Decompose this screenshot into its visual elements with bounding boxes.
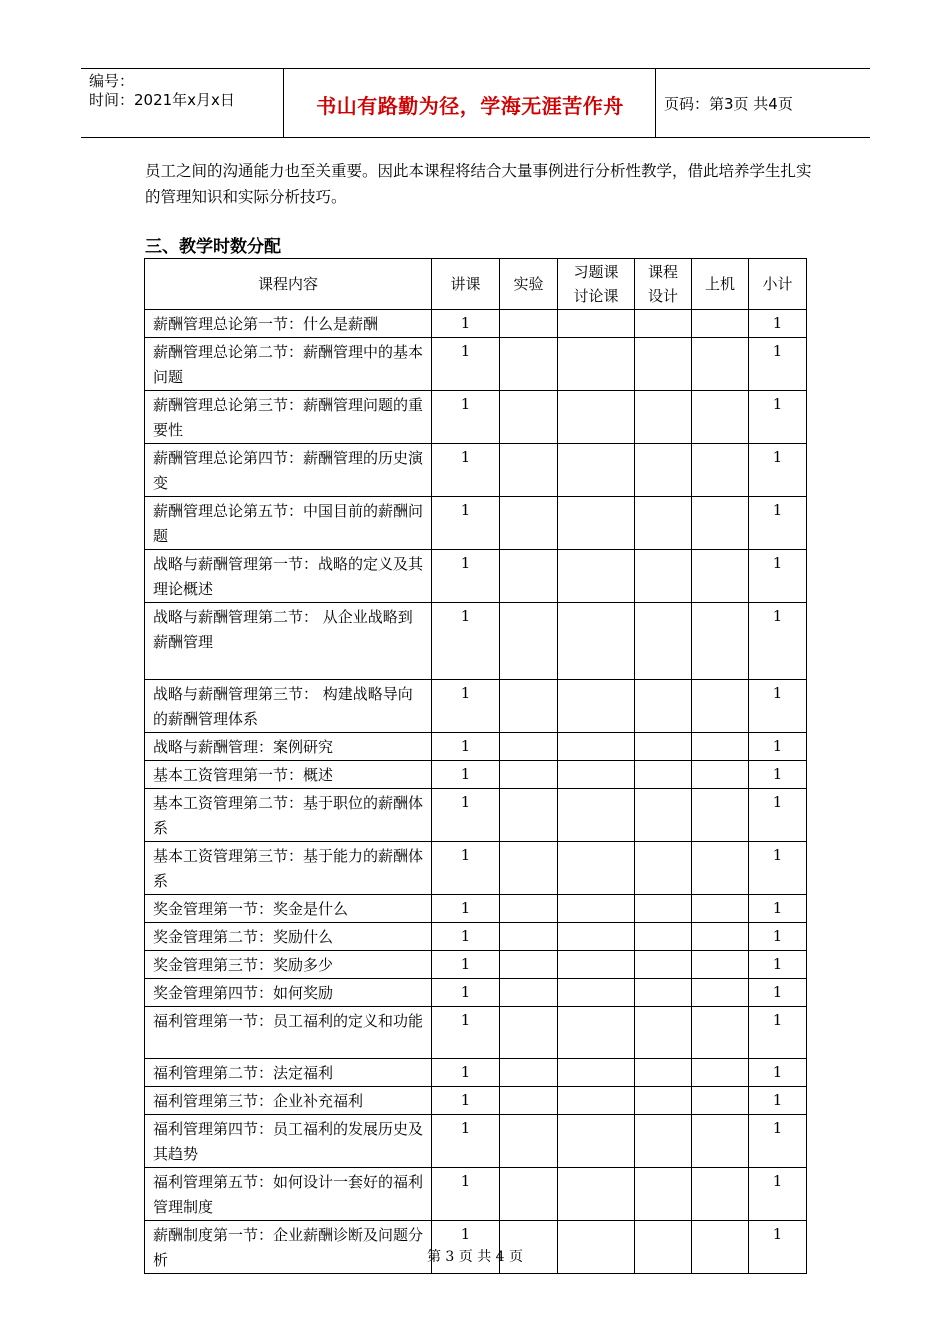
- table-row: [145, 338, 807, 391]
- subtotal-cell: 1: [749, 895, 807, 923]
- exercise-cell: [558, 733, 635, 761]
- lecture-cell: 1: [432, 761, 500, 789]
- lecture-cell: 1: [432, 1087, 500, 1115]
- topic-cell: 薪酬管理总论第二节：薪酬管理中的基本问题: [145, 338, 432, 391]
- exercise-cell: [558, 761, 635, 789]
- table-row: [145, 1115, 807, 1168]
- topic-cell: 福利管理第五节：如何设计一套好的福利管理制度: [145, 1168, 432, 1221]
- lecture-cell: 1: [432, 789, 500, 842]
- table-row: [145, 550, 807, 603]
- topic-cell: 基本工资管理第三节：基于能力的薪酬体系: [145, 842, 432, 895]
- computer-cell: [692, 895, 749, 923]
- exercise-cell: [558, 951, 635, 979]
- exercise-cell: [558, 391, 635, 444]
- subtotal-cell: 1: [749, 391, 807, 444]
- header-meta: [89, 72, 235, 110]
- table-row: [145, 923, 807, 951]
- lecture-cell: 1: [432, 391, 500, 444]
- exercise-cell: [558, 842, 635, 895]
- subtotal-cell: 1: [749, 951, 807, 979]
- computer-cell: [692, 391, 749, 444]
- table-row: [145, 310, 807, 338]
- computer-cell: [692, 603, 749, 680]
- subtotal-cell: 1: [749, 1115, 807, 1168]
- topic-cell: 奖金管理第二节：奖励什么: [145, 923, 432, 951]
- computer-cell: [692, 550, 749, 603]
- header-subtotal: 小计: [749, 259, 807, 310]
- table-row: [145, 1059, 807, 1087]
- table-row: [145, 1087, 807, 1115]
- header-lecture: 讲课: [432, 259, 500, 310]
- design-cell: [635, 550, 692, 603]
- table-row: [145, 603, 807, 680]
- subtotal-cell: 1: [749, 923, 807, 951]
- exercise-cell: [558, 1168, 635, 1221]
- computer-cell: [692, 951, 749, 979]
- header-divider: [655, 69, 656, 137]
- exercise-cell: [558, 895, 635, 923]
- lecture-cell: 1: [432, 951, 500, 979]
- exercise-cell: [558, 1115, 635, 1168]
- experiment-cell: [500, 391, 558, 444]
- table-row: [145, 951, 807, 979]
- design-cell: [635, 733, 692, 761]
- lecture-cell: 1: [432, 1168, 500, 1221]
- subtotal-cell: 1: [749, 761, 807, 789]
- table-header-row: [145, 259, 807, 310]
- design-cell: [635, 391, 692, 444]
- table-row: [145, 733, 807, 761]
- page-footer: 第 3 页 共 4 页: [426, 1249, 524, 1265]
- computer-cell: [692, 1168, 749, 1221]
- exercise-cell: [558, 550, 635, 603]
- lecture-cell: 1: [432, 923, 500, 951]
- design-cell: [635, 1059, 692, 1087]
- exercise-cell: [558, 1007, 635, 1059]
- design-cell: [635, 1087, 692, 1115]
- computer-cell: [692, 1007, 749, 1059]
- topic-cell: 福利管理第四节：员工福利的发展历史及其趋势: [145, 1115, 432, 1168]
- design-cell: [635, 1115, 692, 1168]
- lecture-cell: 1: [432, 603, 500, 680]
- design-cell: [635, 1007, 692, 1059]
- design-cell: [635, 923, 692, 951]
- topic-cell: 奖金管理第四节：如何奖励: [145, 979, 432, 1007]
- computer-cell: [692, 1059, 749, 1087]
- computer-cell: [692, 761, 749, 789]
- design-cell: [635, 680, 692, 733]
- subtotal-cell: 1: [749, 789, 807, 842]
- table-row: [145, 979, 807, 1007]
- lecture-cell: 1: [432, 1007, 500, 1059]
- experiment-cell: [500, 1059, 558, 1087]
- exercise-cell: [558, 1087, 635, 1115]
- topic-cell: 福利管理第二节：法定福利: [145, 1059, 432, 1087]
- experiment-cell: [500, 761, 558, 789]
- experiment-cell: [500, 842, 558, 895]
- subtotal-cell: 1: [749, 1221, 807, 1274]
- design-cell: [635, 338, 692, 391]
- experiment-cell: [500, 895, 558, 923]
- topic-cell: 薪酬管理总论第一节：什么是薪酬: [145, 310, 432, 338]
- table-row: [145, 789, 807, 842]
- subtotal-cell: 1: [749, 842, 807, 895]
- experiment-cell: [500, 497, 558, 550]
- computer-cell: [692, 733, 749, 761]
- design-cell: [635, 895, 692, 923]
- table-row: [145, 1168, 807, 1221]
- subtotal-cell: 1: [749, 1087, 807, 1115]
- topic-cell: 战略与薪酬管理第二节： 从企业战略到薪酬管理: [145, 603, 432, 680]
- lecture-cell: 1: [432, 550, 500, 603]
- design-cell: [635, 951, 692, 979]
- lecture-cell: 1: [432, 1115, 500, 1168]
- computer-cell: [692, 497, 749, 550]
- header-design: [635, 259, 692, 310]
- table-row: [145, 895, 807, 923]
- computer-cell: [692, 680, 749, 733]
- table-row: [145, 761, 807, 789]
- exercise-cell: [558, 603, 635, 680]
- computer-cell: [692, 444, 749, 497]
- table-row: [145, 680, 807, 733]
- design-cell: [635, 761, 692, 789]
- experiment-cell: [500, 951, 558, 979]
- topic-cell: 薪酬管理总论第三节：薪酬管理问题的重要性: [145, 391, 432, 444]
- header-exercise: [558, 259, 635, 310]
- subtotal-cell: 1: [749, 1059, 807, 1087]
- subtotal-cell: 1: [749, 680, 807, 733]
- experiment-cell: [500, 1007, 558, 1059]
- lecture-cell: 1: [432, 895, 500, 923]
- topic-cell: 福利管理第三节：企业补充福利: [145, 1087, 432, 1115]
- computer-cell: [692, 923, 749, 951]
- computer-cell: [692, 842, 749, 895]
- lecture-cell: 1: [432, 1221, 500, 1274]
- exercise-cell: [558, 444, 635, 497]
- lecture-cell: 1: [432, 444, 500, 497]
- subtotal-cell: 1: [749, 497, 807, 550]
- header-computer: 上机: [692, 259, 749, 310]
- exercise-cell: [558, 310, 635, 338]
- computer-cell: [692, 310, 749, 338]
- experiment-cell: [500, 1087, 558, 1115]
- experiment-cell: [500, 979, 558, 1007]
- subtotal-cell: 1: [749, 444, 807, 497]
- computer-cell: [692, 1115, 749, 1168]
- table-row: [145, 842, 807, 895]
- design-cell: [635, 310, 692, 338]
- header-divider: [283, 69, 284, 137]
- lecture-cell: 1: [432, 680, 500, 733]
- lecture-cell: 1: [432, 979, 500, 1007]
- experiment-cell: [500, 550, 558, 603]
- exercise-cell: [558, 979, 635, 1007]
- topic-cell: 战略与薪酬管理第三节： 构建战略导向的薪酬管理体系: [145, 680, 432, 733]
- table-row: [145, 497, 807, 550]
- topic-cell: 福利管理第一节：员工福利的定义和功能: [145, 1007, 432, 1059]
- header-experiment: 实验: [500, 259, 558, 310]
- subtotal-cell: 1: [749, 550, 807, 603]
- header-exercise-label: 习题课讨论课: [573, 263, 619, 305]
- experiment-cell: [500, 338, 558, 391]
- exercise-cell: [558, 497, 635, 550]
- hours-table: [144, 258, 807, 1274]
- experiment-cell: [500, 603, 558, 680]
- section-title: 三、教学时数分配: [145, 237, 281, 257]
- page-header: [81, 68, 870, 138]
- experiment-cell: [500, 1115, 558, 1168]
- design-cell: [635, 789, 692, 842]
- lecture-cell: 1: [432, 497, 500, 550]
- table-row: [145, 391, 807, 444]
- table-body: [145, 310, 807, 1274]
- topic-cell: 奖金管理第一节：奖金是什么: [145, 895, 432, 923]
- design-cell: [635, 497, 692, 550]
- exercise-cell: [558, 1059, 635, 1087]
- subtotal-cell: 1: [749, 310, 807, 338]
- topic-cell: 基本工资管理第二节：基于职位的薪酬体系: [145, 789, 432, 842]
- experiment-cell: [500, 789, 558, 842]
- topic-cell: 基本工资管理第一节：概述: [145, 761, 432, 789]
- header-design-label: 课程设计: [647, 263, 678, 305]
- lecture-cell: 1: [432, 842, 500, 895]
- design-cell: [635, 603, 692, 680]
- time-label: 时间：2021年x月x日: [89, 91, 235, 109]
- topic-cell: 战略与薪酬管理：案例研究: [145, 733, 432, 761]
- computer-cell: [692, 1087, 749, 1115]
- lecture-cell: 1: [432, 310, 500, 338]
- exercise-cell: [558, 680, 635, 733]
- design-cell: [635, 979, 692, 1007]
- subtotal-cell: 1: [749, 979, 807, 1007]
- topic-cell: 薪酬管理总论第五节：中国目前的薪酬问题: [145, 497, 432, 550]
- lecture-cell: 1: [432, 338, 500, 391]
- computer-cell: [692, 979, 749, 1007]
- experiment-cell: [500, 733, 558, 761]
- computer-cell: [692, 338, 749, 391]
- page-code: 页码：第3页 共4页: [664, 95, 793, 113]
- exercise-cell: [558, 789, 635, 842]
- computer-cell: [692, 789, 749, 842]
- lecture-cell: 1: [432, 733, 500, 761]
- design-cell: [635, 842, 692, 895]
- subtotal-cell: 1: [749, 603, 807, 680]
- subtotal-cell: 1: [749, 1168, 807, 1221]
- design-cell: [635, 444, 692, 497]
- topic-cell: 薪酬制度第一节：企业薪酬诊断及问题分析: [145, 1221, 432, 1274]
- design-cell: [635, 1168, 692, 1221]
- topic-cell: 战略与薪酬管理第一节：战略的定义及其理论概述: [145, 550, 432, 603]
- topic-cell: 奖金管理第三节：奖励多少: [145, 951, 432, 979]
- experiment-cell: [500, 680, 558, 733]
- lecture-cell: 1: [432, 1059, 500, 1087]
- exercise-cell: [558, 338, 635, 391]
- subtotal-cell: 1: [749, 338, 807, 391]
- subtotal-cell: 1: [749, 1007, 807, 1059]
- topic-cell: 薪酬管理总论第四节：薪酬管理的历史演变: [145, 444, 432, 497]
- experiment-cell: [500, 1168, 558, 1221]
- experiment-cell: [500, 923, 558, 951]
- experiment-cell: [500, 444, 558, 497]
- table-row: [145, 444, 807, 497]
- experiment-cell: [500, 310, 558, 338]
- exercise-cell: [558, 923, 635, 951]
- intro-paragraph: 员工之间的沟通能力也至关重要。因此本课程将结合大量事例进行分析性教学，借此培养学生扎实的管理知识和实际分析技巧。: [145, 162, 812, 206]
- table-row: [145, 1007, 807, 1059]
- subtotal-cell: 1: [749, 733, 807, 761]
- header-motto: 书山有路勤为径，学海无涯苦作舟: [316, 94, 624, 118]
- serial-label: 编号：: [89, 72, 135, 90]
- header-content: 课程内容: [145, 259, 432, 310]
